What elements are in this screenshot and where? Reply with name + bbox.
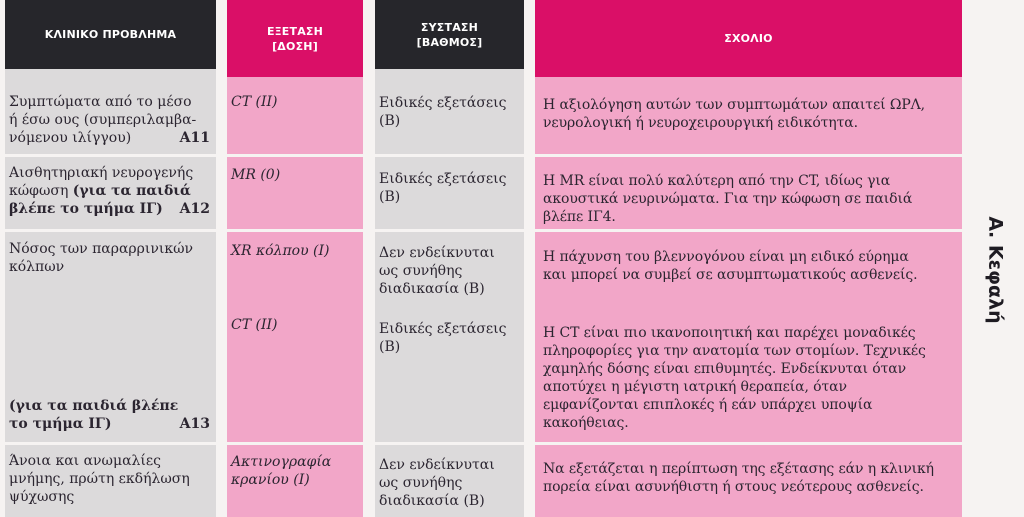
cell-problem-row4: (για τα παιδιά βλέπε το τμήμα ΙΓ) Α13 — [9, 398, 210, 432]
header-comment: ΣΧΟΛΙΟ — [535, 0, 962, 77]
header-recommendation: ΣΥΣΤΑΣΗ [ΒΑΘΜΟΣ] — [375, 0, 524, 69]
cell-exam-row5: Ακτινογραφία κρανίου (I) — [231, 454, 332, 488]
column-clinical-problem — [5, 0, 216, 517]
column-examination — [227, 0, 363, 517]
cell-problem-row1: Συμπτώματα από το μέσο ή έσω ους (συμπεριλαμβα- νόμενου ιλίγγου) Α11 — [9, 94, 210, 146]
section-side-title: Α. Κεφαλή — [985, 216, 1007, 324]
column-recommendation — [375, 0, 524, 517]
cell-problem-row3: Νόσος των παραρρινικών κόλπων — [9, 241, 194, 275]
cell-problem-row2: Αισθητηριακή νευρογενής κώφωση (για τα παιδιά βλέπε το τμήμα ΙΓ) Α12 — [9, 165, 210, 217]
header-examination: ΕΞΕΤΑΣΗ [ΔΟΣΗ] — [227, 0, 363, 77]
cell-rec-row5: Δεν ενδείκνυται ως συνήθης διαδικασία (B) — [379, 457, 495, 509]
ref-code: Α13 — [179, 416, 210, 432]
ref-code: Α12 — [179, 201, 210, 217]
cell-exam-row3: XR κόλπου (I) — [231, 243, 330, 259]
cell-problem-row5: Άνοια και ανωμαλίες μνήμης, πρώτη εκδήλωση ψύχωσης — [9, 453, 190, 505]
cell-rec-row3: Δεν ενδείκνυται ως συνήθης διαδικασία (B) — [379, 245, 495, 297]
cell-comment-row1: Η αξιολόγηση αυτών των συμπτωμάτων απαιτεί ΩΡΛ, νευρολογική ή νευροχειρουργική ειδικότητα. — [543, 97, 926, 131]
cell-rec-row4: Ειδικές εξετάσεις (B) — [379, 321, 507, 355]
cell-exam-row1: CT (II) — [231, 94, 278, 110]
cell-rec-row2: Ειδικές εξετάσεις (B) — [379, 171, 507, 205]
cell-comment-row3: Η πάχυνση του βλεννογόνου είναι μη ειδικό εύρημα και μπορεί να συμβεί σε ασυμπτωματικούς ασθενείς. — [543, 249, 918, 283]
cell-comment-row4: Η CT είναι πιο ικανοποιητική και παρέχει μοναδικές πληροφορίες για την ανατομία των στομίων. Τεχνικές χαμηλής δόσης είναι επιθυμητές. Ενδείκνυται όταν αποτύχει η μέγιστη ιατρική θεραπεία, όταν εμφανίζονται επιπλοκές ή εάν υπάρχει υποψία κακοήθειας. — [543, 325, 926, 431]
cell-comment-row2: Η MR είναι πολύ καλύτερη από την CT, ιδίως για ακουστικά νευρινώματα. Για την κώφωση σε παιδιά βλέπε ΙΓ4. — [543, 173, 913, 225]
header-clinical-problem: ΚΛΙΝΙΚΟ ΠΡΟΒΛΗΜΑ — [5, 0, 216, 69]
cell-exam-row4: CT (II) — [231, 317, 278, 333]
column-comment — [535, 0, 962, 517]
cell-rec-row1: Ειδικές εξετάσεις (B) — [379, 95, 507, 129]
cell-exam-row2: MR (0) — [231, 167, 281, 183]
cell-comment-row5: Να εξετάζεται η περίπτωση της εξέτασης εάν η κλινική πορεία είναι ασυνήθιστη ή στους νεότερους ασθενείς. — [543, 461, 934, 495]
ref-code: Α11 — [179, 130, 210, 146]
